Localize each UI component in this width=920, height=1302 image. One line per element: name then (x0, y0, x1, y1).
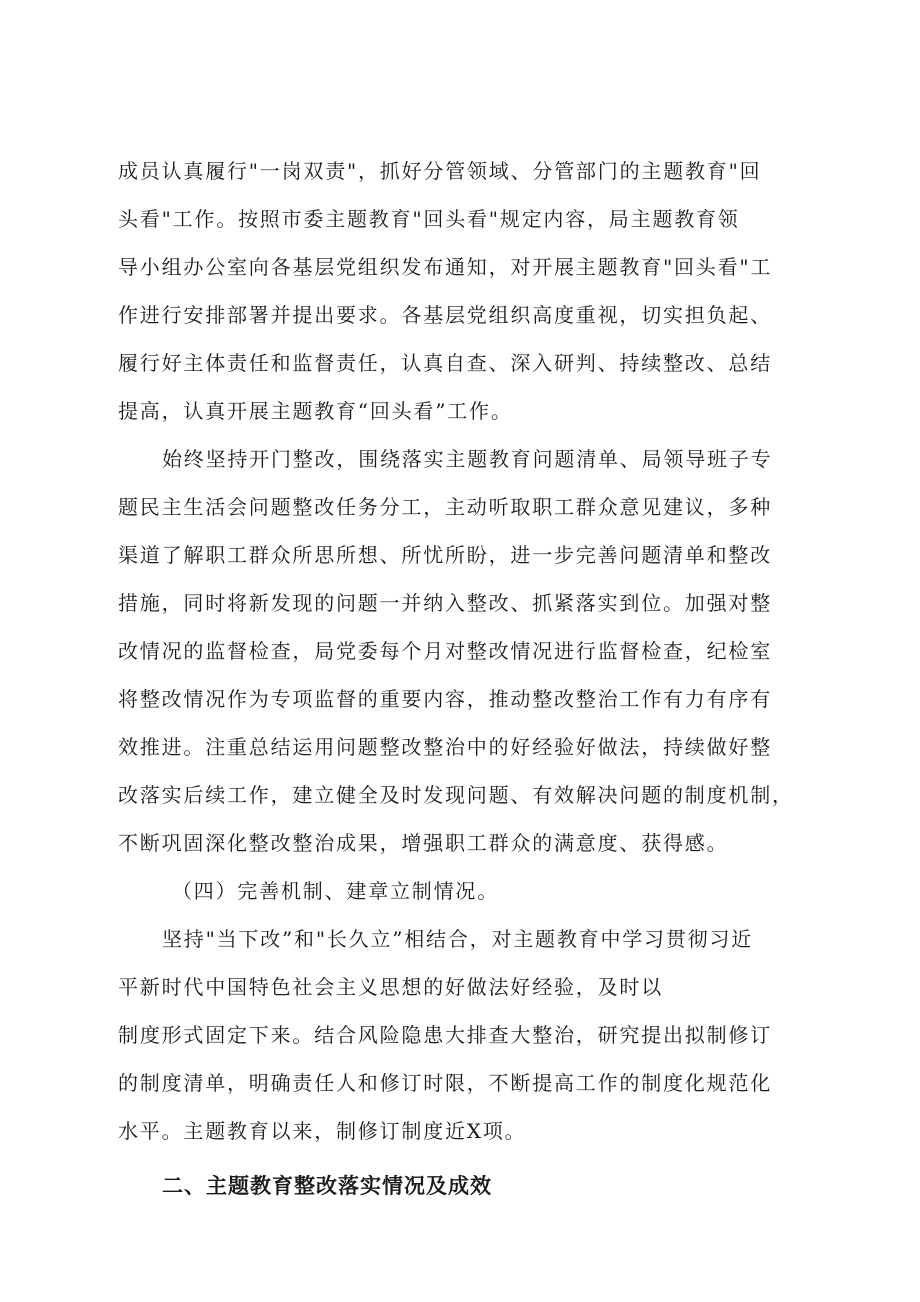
paragraph-2-line-7: 效推进。注重总结运用问题整改整治中的好经验好做法，持续做好整 (118, 735, 772, 759)
paragraph-1-line-6: 提高，认真开展主题教育“回头看”工作。 (118, 399, 513, 423)
paragraph-2-line-1: 始终坚持开门整改，围绕落实主题教育问题清单、局领导班子专 (162, 447, 773, 471)
paragraph-3-line-5: 水平。主题教育以来，制修订制度近X项。 (118, 1119, 527, 1143)
section-heading: 二、主题教育整改落实情况及成效 (162, 1174, 492, 1198)
paragraph-3-line-3: 制度形式固定下来。结合风险隐患大排查大整治，研究提出拟制修订 (118, 1023, 772, 1047)
paragraph-1-line-2: 头看"工作。按照市委主题教育"回头看"规定内容，局主题教育领 (118, 207, 740, 231)
paragraph-1-line-3: 导小组办公室向各基层党组织发布通知，对开展主题教育"回头看"工 (118, 255, 773, 279)
paragraph-2-line-6: 将整改情况作为专项监督的重要内容，推动整改整治工作有力有序有 (118, 687, 772, 711)
paragraph-2-line-3: 渠道了解职工群众所思所想、所忧所盼，进一步完善问题清单和整改 (118, 543, 772, 567)
paragraph-1-line-4: 作进行安排部署并提出要求。各基层党组织高度重视，切实担负起、 (118, 303, 772, 327)
paragraph-3-line-2: 平新时代中国特色社会主义思想的好做法好经验，及时以 (118, 975, 663, 999)
paragraph-2-line-5: 改情况的监督检查，局党委每个月对整改情况进行监督检查，纪检室 (118, 639, 772, 663)
paragraph-3-line-4: 的制度清单，明确责任人和修订时限，不断提高工作的制度化规范化 (118, 1071, 772, 1095)
paragraph-2-line-2: 题民主生活会问题整改任务分工，主动听取职工群众意见建议，多种 (118, 495, 772, 519)
paragraph-1-line-1: 成员认真履行"一岗双责"，抓好分管领域、分管部门的主题教育"回 (118, 159, 762, 183)
subheading-4: （四）完善机制、建章立制情况。 (172, 879, 499, 903)
paragraph-2-line-9: 不断巩固深化整改整治成果，增强职工群众的满意度、获得感。 (118, 831, 729, 855)
paragraph-2-line-4: 措施，同时将新发现的问题一并纳入整改、抓紧落实到位。加强对整 (118, 591, 772, 615)
paragraph-1-line-5: 履行好主体责任和监督责任，认真自查、深入研判、持续整改、总结 (118, 351, 772, 375)
paragraph-3-line-1: 坚持"当下改”和"长久立”相结合，对主题教育中学习贯彻习近 (162, 927, 754, 951)
paragraph-2-line-8: 改落实后续工作，建立健全及时发现问题、有效解决问题的制度机制， (118, 783, 794, 807)
